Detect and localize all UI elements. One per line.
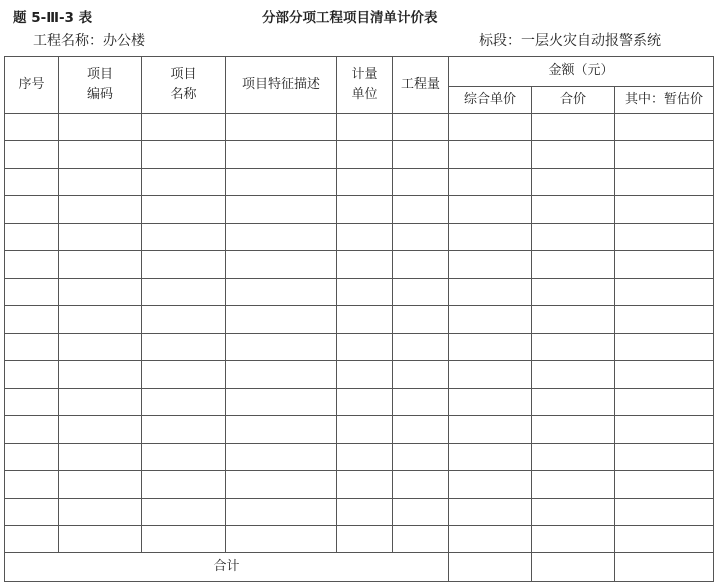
- header-item-code: 项目 编码: [59, 57, 142, 114]
- header-unit-price: 综合单价: [449, 86, 532, 113]
- total-cell: [532, 553, 615, 582]
- table-cell: [226, 471, 337, 498]
- table-cell: [615, 168, 714, 195]
- table-cell: [449, 498, 532, 525]
- table-cell: [59, 251, 142, 278]
- table-cell: [142, 168, 226, 195]
- table-cell: [226, 196, 337, 223]
- table-cell: [337, 251, 393, 278]
- table-cell: [393, 168, 449, 195]
- table-cell: [59, 196, 142, 223]
- table-cell: [226, 251, 337, 278]
- table-row: [5, 113, 714, 140]
- table-cell: [532, 471, 615, 498]
- header-index: 序号: [5, 57, 59, 114]
- table-row: [5, 196, 714, 223]
- table-cell: [142, 141, 226, 168]
- table-cell: [59, 113, 142, 140]
- table-cell: [449, 333, 532, 360]
- table-cell: [226, 278, 337, 305]
- table-cell: [59, 278, 142, 305]
- table-cell: [59, 223, 142, 250]
- table-cell: [615, 306, 714, 333]
- table-cell: [226, 333, 337, 360]
- table-cell: [532, 141, 615, 168]
- section-name: 标段：一层火灾自动报警系统: [479, 33, 661, 49]
- table-cell: [615, 498, 714, 525]
- table-cell: [449, 251, 532, 278]
- total-row: [5, 553, 714, 582]
- table-cell: [615, 526, 714, 553]
- table-cell: [59, 361, 142, 388]
- table-cell: [449, 113, 532, 140]
- table-cell: [449, 388, 532, 415]
- table-cell: [337, 416, 393, 443]
- table-cell: [226, 526, 337, 553]
- table-cell: [5, 278, 59, 305]
- table-cell: [142, 196, 226, 223]
- table-cell: [449, 306, 532, 333]
- table-cell: [393, 416, 449, 443]
- table-cell: [337, 223, 393, 250]
- table-cell: [532, 498, 615, 525]
- table-cell: [615, 113, 714, 140]
- table-cell: [615, 471, 714, 498]
- table-cell: [393, 498, 449, 525]
- pricing-table: [4, 56, 714, 582]
- table-cell: [5, 141, 59, 168]
- table-cell: [337, 498, 393, 525]
- table-cell: [615, 278, 714, 305]
- table-cell: [142, 471, 226, 498]
- table-cell: [393, 361, 449, 388]
- table-cell: [142, 388, 226, 415]
- table-cell: [337, 471, 393, 498]
- table-cell: [393, 141, 449, 168]
- table-cell: [59, 526, 142, 553]
- table-cell: [337, 196, 393, 223]
- table-cell: [226, 388, 337, 415]
- table-cell: [142, 361, 226, 388]
- total-cell: [615, 553, 714, 582]
- table-cell: [5, 196, 59, 223]
- table-cell: [59, 498, 142, 525]
- table-cell: [59, 416, 142, 443]
- table-cell: [615, 333, 714, 360]
- table-cell: [615, 251, 714, 278]
- table-cell: [142, 333, 226, 360]
- table-cell: [59, 443, 142, 470]
- table-cell: [532, 443, 615, 470]
- table-cell: [142, 113, 226, 140]
- table-cell: [615, 388, 714, 415]
- table-cell: [142, 306, 226, 333]
- table-cell: [337, 526, 393, 553]
- header-amount: 金额（元）: [449, 57, 714, 87]
- table-cell: [226, 223, 337, 250]
- table-row: [5, 333, 714, 360]
- table-cell: [449, 526, 532, 553]
- table-cell: [615, 443, 714, 470]
- table-number: 题 5-Ⅲ-3 表: [13, 10, 93, 26]
- table-cell: [337, 361, 393, 388]
- table-cell: [142, 278, 226, 305]
- table-cell: [337, 141, 393, 168]
- table-cell: [337, 113, 393, 140]
- table-cell: [5, 113, 59, 140]
- table-cell: [393, 113, 449, 140]
- table-cell: [226, 498, 337, 525]
- table-cell: [532, 223, 615, 250]
- table-row: [5, 526, 714, 553]
- table-row: [5, 223, 714, 250]
- table-cell: [393, 278, 449, 305]
- table-cell: [615, 223, 714, 250]
- table-row: [5, 416, 714, 443]
- table-cell: [142, 251, 226, 278]
- table-cell: [532, 361, 615, 388]
- table-cell: [226, 141, 337, 168]
- table-row: [5, 278, 714, 305]
- table-cell: [142, 416, 226, 443]
- table-cell: [393, 251, 449, 278]
- table-cell: [337, 333, 393, 360]
- table-cell: [337, 168, 393, 195]
- table-cell: [59, 388, 142, 415]
- table-cell: [532, 113, 615, 140]
- table-row: [5, 168, 714, 195]
- table-cell: [142, 443, 226, 470]
- table-cell: [5, 416, 59, 443]
- table-cell: [532, 168, 615, 195]
- table-cell: [449, 278, 532, 305]
- table-cell: [449, 141, 532, 168]
- table-row: [5, 361, 714, 388]
- table-cell: [532, 196, 615, 223]
- header-provisional-price: 其中：暂估价: [615, 86, 714, 113]
- table-cell: [449, 471, 532, 498]
- table-cell: [226, 168, 337, 195]
- table-cell: [449, 361, 532, 388]
- table-cell: [226, 113, 337, 140]
- table-cell: [59, 168, 142, 195]
- header-total-price: 合价: [532, 86, 615, 113]
- table-cell: [449, 443, 532, 470]
- table-cell: [449, 416, 532, 443]
- total-label: 合计: [5, 553, 449, 582]
- table-cell: [532, 278, 615, 305]
- table-cell: [449, 168, 532, 195]
- table-cell: [615, 196, 714, 223]
- table-cell: [59, 333, 142, 360]
- project-name: 工程名称：办公楼: [33, 33, 145, 49]
- table-cell: [142, 498, 226, 525]
- table-cell: [142, 526, 226, 553]
- table-cell: [226, 416, 337, 443]
- header-description: 项目特征描述: [226, 57, 337, 114]
- table-row: [5, 498, 714, 525]
- table-cell: [615, 361, 714, 388]
- table-cell: [5, 168, 59, 195]
- table-row: [5, 306, 714, 333]
- table-cell: [59, 141, 142, 168]
- table-cell: [449, 223, 532, 250]
- table-cell: [337, 306, 393, 333]
- page-title: 分部分项工程项目清单计价表: [262, 10, 438, 26]
- table-cell: [5, 223, 59, 250]
- table-cell: [532, 388, 615, 415]
- table-cell: [5, 251, 59, 278]
- table-cell: [226, 306, 337, 333]
- table-cell: [393, 333, 449, 360]
- table-cell: [393, 471, 449, 498]
- table-cell: [532, 333, 615, 360]
- table-cell: [393, 306, 449, 333]
- table-cell: [226, 443, 337, 470]
- table-cell: [532, 526, 615, 553]
- table-cell: [393, 388, 449, 415]
- table-cell: [59, 471, 142, 498]
- table-cell: [615, 416, 714, 443]
- table-cell: [5, 526, 59, 553]
- table-cell: [393, 526, 449, 553]
- table-cell: [5, 498, 59, 525]
- table-cell: [393, 443, 449, 470]
- total-cell: [449, 553, 532, 582]
- table-cell: [337, 443, 393, 470]
- table-cell: [532, 251, 615, 278]
- table-row: [5, 443, 714, 470]
- table-cell: [5, 333, 59, 360]
- table-cell: [449, 196, 532, 223]
- table-row: [5, 388, 714, 415]
- header-unit: 计量 单位: [337, 57, 393, 114]
- table-cell: [393, 223, 449, 250]
- table-cell: [5, 361, 59, 388]
- table-cell: [142, 223, 226, 250]
- table-cell: [393, 196, 449, 223]
- table-cell: [615, 141, 714, 168]
- table-cell: [532, 306, 615, 333]
- table-cell: [59, 306, 142, 333]
- table-cell: [5, 388, 59, 415]
- header-quantity: 工程量: [393, 57, 449, 114]
- table-cell: [337, 278, 393, 305]
- table-row: [5, 251, 714, 278]
- header-item-name: 项目 名称: [142, 57, 226, 114]
- table-cell: [226, 361, 337, 388]
- table-cell: [5, 471, 59, 498]
- table-cell: [5, 306, 59, 333]
- table-row: [5, 141, 714, 168]
- table-cell: [5, 443, 59, 470]
- table-cell: [337, 388, 393, 415]
- table-cell: [532, 416, 615, 443]
- table-row: [5, 471, 714, 498]
